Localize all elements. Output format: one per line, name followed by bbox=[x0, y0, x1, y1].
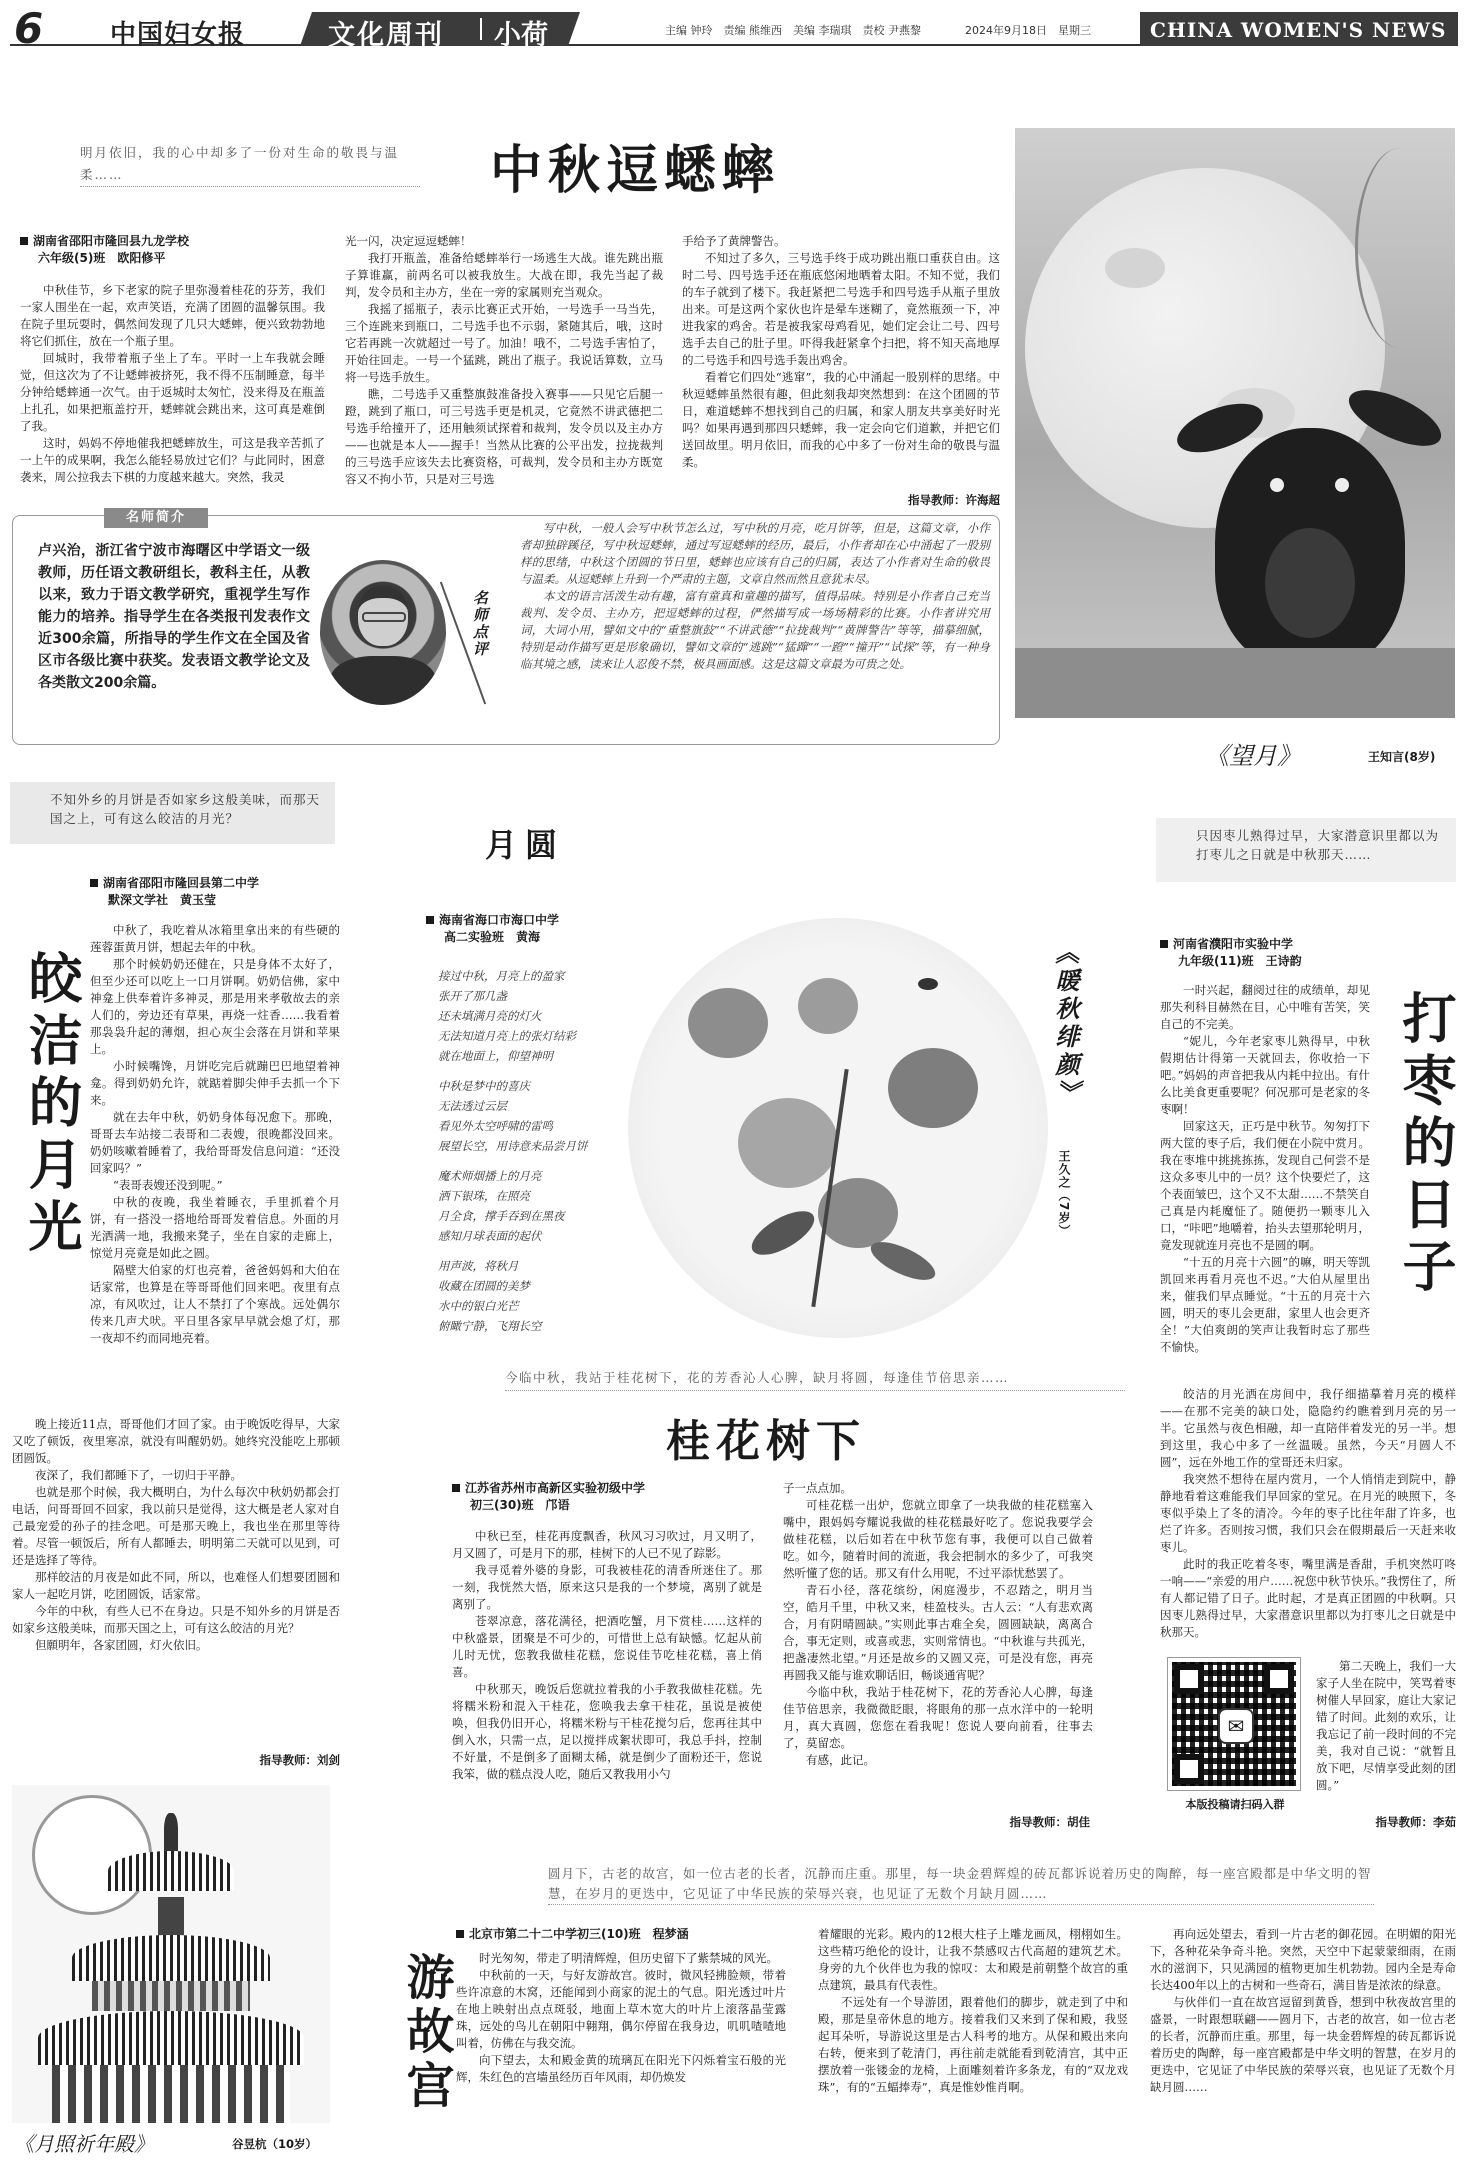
poem-line: 水中的银白光芒 bbox=[438, 1299, 519, 1313]
paragraph: 此时的我正吃着冬枣，嘴里满是香甜，手机突然叮咚一响——“亲爱的用户……祝您中秋节快乐。”我愣住了，所有人都记错了日子。此时起，才是真正团圆的中秋啊。只因枣儿熟得过早，大家潜意识里都以为打枣儿之日就是中秋那天。 bbox=[1160, 1557, 1456, 1639]
poem-line: 魔术师烟播上的月亮 bbox=[438, 1169, 542, 1183]
flower-petal bbox=[688, 988, 768, 1058]
article1-col3 bbox=[682, 233, 1000, 471]
poem-line: 无法透过云层 bbox=[438, 1099, 507, 1113]
paragraph: 也就是那个时候，我大概明白，为什么每次中秋奶奶都会打电话，问哥哥回不回家，我以前只是觉得，这大概是老人家对自己最宠爱的孙子的挂念吧。可是那天晚上，我也坐在那里等待着。尽管一顿饭后，所有人都睡去，明明第二天就可以见到，可还是选择了等待。 bbox=[12, 1485, 340, 1567]
paragraph: “十五的月亮十六圆”的嘛，明天等凯凯回来再看月亮也不迟。”大伯从屋里出来，催我们早点睡觉。“十五的月亮十六圆，明天的枣儿会更甜，家里人也会更齐全！”大伯爽朗的笑声让我暂时忘了那些不愉快。 bbox=[1160, 1255, 1370, 1354]
bullet-square bbox=[426, 916, 434, 924]
article2-advisor: 指导教师：刘剑 bbox=[259, 1753, 340, 1767]
poem-line: 洒下银珠，在照亮 bbox=[438, 1189, 530, 1203]
poem-line: 展望长空，用诗意来品尝月饼 bbox=[438, 1139, 588, 1153]
article2-body-wide bbox=[12, 1416, 340, 1654]
poem-stanza bbox=[438, 1076, 638, 1156]
article1-byline bbox=[20, 233, 320, 267]
poem-line: 俯瞰宁静，飞翔长空 bbox=[438, 1319, 542, 1333]
poem-line: 就在地面上，仰望神明 bbox=[438, 1049, 553, 1063]
poem-line: 中秋是梦中的喜庆 bbox=[438, 1079, 530, 1093]
paragraph: 但願明年，各家团圆，灯火依旧。 bbox=[35, 1638, 208, 1652]
moon-crater bbox=[1105, 248, 1165, 288]
paragraph: “表哥表嫂还没到呢。” bbox=[113, 1178, 223, 1192]
article5-title: 游故宫 bbox=[398, 1952, 454, 2114]
rabbit-belly bbox=[1265, 528, 1355, 638]
article2-title: 皎洁的月光 bbox=[20, 950, 84, 1260]
poem-line: 还未填满月亮的灯火 bbox=[438, 1009, 542, 1023]
article4-school: 江苏省苏州市高新区实验初级中学 bbox=[465, 1481, 646, 1495]
poem-author: 高二实验班 黄海 bbox=[444, 930, 541, 944]
paragraph: 不知过了多久，三号选手终于成功跳出瓶口重获自由。这时二号、四号选手还在瓶底悠闲地晒着太阳。不知不觉，我们的车子就到了楼下。我赶紧把二号选手和四号选手从瓶子里放出来。可是这两个家伙也许是晕车迷糊了，竟然瓶颈一下，冲进我家的鸡舍。若是被我家母鸡看见，她们定会让二号、四号选手去自己的肚子里。吓得我赶紧拿个扫把，将不知天高地厚的二号选手和四号选手轰出鸡舍。 bbox=[682, 251, 1000, 367]
paragraph: 今临中秋，我站于桂花树下，花的芳香沁人心脾，每逢佳节倍思亲，我微微眨眼，将眼角的那一点水洋中的一轮明月，真大真圆，您您在看我呢！您说人要向前看，往事去了，莫留恋。 bbox=[783, 1685, 1093, 1750]
bullet-square bbox=[452, 1484, 460, 1492]
flower-petal bbox=[798, 978, 858, 1034]
article1-title: 中秋逗蟋蟀 bbox=[490, 140, 781, 201]
article2-author: 默深文学社 黄玉莹 bbox=[108, 893, 217, 907]
paragraph: 有感，此记。 bbox=[806, 1753, 875, 1767]
staff-credits: 主编 钟玲 责编 熊维西 美编 李瑞琪 责校 尹燕黎 bbox=[665, 24, 921, 37]
paragraph: 青石小径，落花缤纷，闲庭漫步，不忍踏之，明月当空，皓月千里，中秋又来，桂盈枝头。古人云：“人有悲欢离合，月有阴晴圆缺。”实则此事古难全矣，圆圆缺缺，离离合合，事无定则，或喜或悲，实则常情也。“中秋谁与共孤光，把盏凄然北望。”月还是故乡的又圆又亮，可是没有您，再亮再圆我又能与谁欢聊话旧，畅谈通宵呢？ bbox=[783, 1583, 1093, 1682]
article5-school: 北京市第二十二中学初三(10)班 程梦涵 bbox=[469, 1927, 689, 1941]
teacher-photo bbox=[320, 560, 446, 705]
paragraph: 再向远处望去，看到一片古老的御花园。在明媚的阳光下，各种花朵争奇斗艳。突然，天空中下起蒙蒙细雨，在雨水的滋润下，只见满园的植物更加生机勃勃。园内全是寿命长达400年以上的古树和一些奇石，满目皆是浓浓的绿意。 bbox=[1150, 1927, 1456, 1992]
flower-petal bbox=[738, 1098, 838, 1188]
qr-caption: 本版投稿请扫码入群 bbox=[1185, 1798, 1285, 1811]
article4-intro: 今临中秋，我站于桂花树下，花的芳香沁人心脾，缺月将圆，每逢佳节倍思亲…… bbox=[505, 1368, 1125, 1391]
article5-intro: 圆月下，古老的故宫，如一位古老的长者，沉静而庄重。那里，每一块金碧辉煌的砖瓦都诉说着历史的陶醉，每一座宫殿都是中华文明的智慧，在岁月的更迭中，它见证了中华民族的荣辱兴衰，也见证了无数个月缺月圆…… bbox=[548, 1864, 1374, 1905]
article3-body-end bbox=[1316, 1658, 1456, 1794]
article3-advisor: 指导教师：李茹 bbox=[1375, 1815, 1456, 1829]
bullet-square bbox=[90, 879, 98, 887]
butterfly bbox=[918, 978, 938, 990]
paragraph: 中秋的夜晚，我坐着睡衣，手里抓着个月饼，有一搭没一搭地给哥哥发着信息。外面的月光洒满一地，我搬来凳子，坐在自家的走廊上，惊觉月亮竟是如此之圆。 bbox=[90, 1195, 340, 1260]
poem-line: 看见外太空呼啸的雷鸣 bbox=[438, 1119, 553, 1133]
paragraph: 中秋那天，晚饭后您就拉着我的小手教我做桂花糕。先将糯米粉和混入干桂花，您唤我去拿干桂花，虽说是被使唤，但我仍旧开心，将糯米粉与干桂花搅匀后，您再往其中倒入水，只需一点，足以搅拌成絮状即可，我总手抖，控制不好量，不是倒多了面糊太稀，就是倒少了面粉还干，您说我笨，做的糕点没人吃，随后又教我用小勺 bbox=[452, 1682, 762, 1781]
poem-line: 用声波，将秋月 bbox=[438, 1259, 519, 1273]
paragraph: 这时，妈妈不停地催我把蟋蟀放生，可这是我辛苦抓了一上午的成果啊，我怎么能轻易放过它们？与此同时，困意袭来，周公拉我去下棋的力度越来越大。突然，我灵 bbox=[20, 436, 325, 484]
flower-leaf bbox=[866, 1234, 940, 1287]
artwork-moon bbox=[1015, 128, 1455, 718]
qr-finder bbox=[1174, 1754, 1204, 1784]
article4-author: 初三(30)班 邝语 bbox=[470, 1498, 570, 1512]
article1-col2 bbox=[345, 233, 663, 488]
paragraph: 就在去年中秋，奶奶身体每况愈下。那晚，哥哥去车站接二表哥和二表嫂，很晚都没回来。奶奶咳嗽着睡着了，我给哥哥发信息问道：“还没回家吗？” bbox=[90, 1110, 340, 1175]
paragraph: 那样皎洁的月夜是如此不同，所以，也难怪人们想要团圆和家人一起吃月饼，吃团圆饭，话家常。 bbox=[12, 1570, 340, 1601]
paragraph: 回城时，我带着瓶子坐上了车。平时一上车我就会睡觉，但这次为了不让蟋蟀被挤死，我不得不压制睡意，每半分钟给蟋蟀通一次气。由于返城时太匆忙，没来得及在瓶盖上扎孔，如果把瓶盖拧开，蟋蟀就会跳出来，这可真是难倒了我。 bbox=[20, 351, 325, 433]
paragraph: 中秋佳节，乡下老家的院子里弥漫着桂花的芬芳，我们一家人围坐在一起，欢声笑语，充满了团圆的温馨氛围。我在院子里玩耍时，偶然间发现了几只大蟋蟀，便兴致勃勃地将它们抓住，放在一个瓶子里。 bbox=[20, 283, 325, 348]
bullet-square bbox=[20, 237, 28, 245]
flower-petal bbox=[888, 1048, 978, 1128]
masthead bbox=[10, 4, 1458, 53]
article1-col1 bbox=[20, 282, 325, 486]
artwork-flowers-title: 《暖秋绯颜》 bbox=[1051, 940, 1080, 1108]
article4-col1 bbox=[452, 1528, 762, 1783]
paper-name: 中国妇女报 bbox=[110, 20, 246, 50]
poem-stanza bbox=[438, 1256, 638, 1336]
paragraph: 中秋已至，桂花再度飘香，秋风习习吹过，月又明了，月又圆了，可是月下的那，桂树下的人已不见了踪影。 bbox=[452, 1529, 762, 1560]
paragraph: 着耀眼的光彩。殿内的12根大柱子上雕龙画凤，栩栩如生。这些精巧绝伦的设计，让我不禁感叹古代高超的建筑艺术。身旁的九个伙伴也为我的惊叹：太和殿是前朝整个故宫的重点建筑，最具有代表性。 bbox=[818, 1927, 1128, 1992]
article3-school: 河南省濮阳市实验中学 bbox=[1173, 937, 1294, 951]
paragraph: 光一闪，决定逗逗蟋蟀！ bbox=[345, 234, 472, 248]
column-title: 小荷 bbox=[494, 20, 548, 51]
issue-date: 2024年9月18日 星期三 bbox=[965, 24, 1091, 37]
paragraph: 小时候嘴馋，月饼吃完后就蹦巴巴地望着神龛。得到奶奶允许，就踮着脚尖伸手去抓一个下来。 bbox=[90, 1059, 340, 1107]
bullet-square bbox=[456, 1930, 464, 1938]
qr-finder bbox=[1264, 1664, 1294, 1694]
article3-byline bbox=[1160, 936, 1450, 970]
article2-byline bbox=[90, 875, 340, 909]
article3-intro: 只因枣儿熟得过早，大家潜意识里都以为打枣儿之日就是中秋那天…… bbox=[1156, 818, 1456, 882]
temple-roof-top bbox=[108, 1851, 234, 1891]
qr-finder bbox=[1174, 1664, 1204, 1694]
artwork-flowers-author: 王久之（7岁） bbox=[1057, 1150, 1071, 1238]
article1-school: 湖南省邵阳市隆回县九龙学校 bbox=[33, 234, 190, 248]
poem-line: 收藏在团圆的美梦 bbox=[438, 1279, 530, 1293]
article4-col2 bbox=[783, 1480, 1093, 1769]
paragraph: 中秋了，我吃着从冰箱里拿出来的有些硬的莲蓉蛋黄月饼，想起去年的中秋。 bbox=[90, 923, 340, 954]
paragraph: 向下望去，太和殿金黄的琉璃瓦在阳光下闪烁着宝石般的光辉，朱红色的宫墙虽经历百年风雨，却仍焕发 bbox=[456, 2053, 786, 2084]
poem-line: 月全食，撑手吞到在黑夜 bbox=[438, 1209, 565, 1223]
artwork-temple bbox=[12, 1785, 330, 2123]
review-paragraph: 本文的语言活泼生动有趣，富有童真和童趣的描写，值得品味。特别是小作者自己充当裁判、发令员、主办方，把逗蟋蟀的过程，俨然描写成一场场精彩的比赛。小作者讲究用词，大词小用，譬如文中的“重整旗鼓”“不讲武德”“拉拢裁判”“黄牌警告”等等，描摹细腻，特别是动作描写更是形象确切，譬如文章的“逃跳”“猛蹿”“一蹬”“撞开”“试探”等，有一种身临其境之感，读来让人忍俊不禁，极具画面感。这是这篇文章最为可贵之处。 bbox=[520, 589, 990, 671]
article5-col1 bbox=[456, 1950, 786, 2086]
article3-title: 打枣的日子 bbox=[1394, 990, 1458, 1300]
article1-intro: 明月依旧，我的心中却多了一份对生命的敬畏与温柔…… bbox=[80, 142, 420, 187]
rabbit-eye bbox=[1270, 478, 1284, 492]
qr-code[interactable] bbox=[1168, 1658, 1300, 1790]
paragraph: 皎洁的月光洒在房间中，我仔细描摹着月亮的模样——在那不完美的缺口处，隐隐约约瞧着到月亮的另一半。它虽然与夜色相融，却一直陪伴着发光的另一半。想到这里，我心中多了一丝温暖。虽然，今天“月圆人不圆”，远在外地工作的堂哥还未归家。 bbox=[1160, 1387, 1456, 1469]
article3-body-narrow bbox=[1160, 982, 1370, 1356]
paragraph: 一时兴起，翻阅过往的成绩单，却见那失利科目赫然在目，心中唯有苦笑，笑自己的不完美。 bbox=[1160, 983, 1370, 1031]
paragraph: 今年的中秋，有些人已不在身边。只是不知外乡的月饼是否如家乡这般美味，而那天国之上，可有这么皎洁的月光？ bbox=[12, 1604, 340, 1635]
paragraph: 回家这天，正巧是中秋节。匆匆打下两大筐的枣子后，我们便在小院中赏月。我在枣堆中挑挑拣拣，发现自己何尝不是这众多枣儿中的一员？这个快要烂了，这个表面皱巴，这个又不太甜……不禁笑自己真是内耗魔怔了。随便扔一颗枣儿入口，“咔吧”地嚼着，抬头去望那轮明月，竟发现就连月亮也不是圆的啊。 bbox=[1160, 1119, 1370, 1252]
review-label: 名师点评 bbox=[471, 590, 489, 658]
poem-line: 接过中秋，月亮上的盈家 bbox=[438, 969, 565, 983]
paragraph: 我突然不想待在屋内赏月，一个人悄悄走到院中，静静地看着这难能我们早回家的堂兄。在月光的映照下，冬枣似乎染上了冬的清冷。今年的枣子比往年甜了许多，也烂了许多。否则按习惯，我们只会在假期最后一天赶来收枣儿。 bbox=[1160, 1472, 1456, 1554]
article4-title: 桂花树下 bbox=[666, 1416, 866, 1467]
temple-spire bbox=[164, 1813, 178, 1853]
poem-byline bbox=[426, 912, 686, 946]
article2-body bbox=[90, 922, 340, 1347]
poem-line: 无法知道月亮上的张灯结彩 bbox=[438, 1029, 576, 1043]
artwork-temple-title: 《月照祈年殿》 bbox=[14, 2132, 154, 2156]
section-divider bbox=[480, 18, 482, 40]
artwork-flowers bbox=[628, 918, 1048, 1338]
review-text bbox=[520, 520, 990, 673]
temple-plaque bbox=[158, 1897, 184, 1937]
review-paragraph: 写中秋，一般人会写中秋节怎么过，写中秋的月亮，吃月饼等，但是，这篇文章，小作者却独辟蹊径，写中秋逗蟋蟀，通过写逗蟋蟀的经历，最后，小作者却在心中涌起了一股别样的思绪，中秋这个团圆的节日里，蟋蟀也应该有自己的归属，表达了小作者对生命的敬畏与温柔。从逗蟋蟀上升到一个严肃的主题，文章自然而然且意犹未尽。 bbox=[520, 521, 990, 586]
paragraph: 可桂花糕一出炉，您就立即拿了一块我做的桂花糕塞入嘴中，跟妈妈夸耀说我做的桂花糕最好吃了。您说我要学会做桂花糕，以后如若在中秋节您有事，我便可以自己做着吃。如今，随着时间的流逝，我会把制水的多少了，可我突然听懂了您的话。那又有什么用呢，不过平添忧愁罢了。 bbox=[783, 1498, 1093, 1580]
poem-body bbox=[438, 966, 638, 1336]
article4-byline bbox=[452, 1480, 732, 1514]
article5-byline bbox=[456, 1926, 836, 1943]
artwork-moon-title: 《望月》 bbox=[1205, 742, 1301, 770]
paragraph: 晚上接近11点，哥哥他们才回了家。由于晚饭吃得早，大家又吃了顿饭，夜里寒凉，就没有叫醒奶奶。她终究没能吃上那顿团圆饭。 bbox=[12, 1417, 340, 1465]
paragraph: 子一点点加。 bbox=[783, 1481, 852, 1495]
paragraph: 苍翠凉意，落花满径，把酒吃蟹，月下赏桂……这样的中秋盛景，团聚是不可少的，可惜世上总有缺憾。忆起从前儿时无忧，您教我做桂花糕，您说佳节吃桂花糕，喜上俏喜。 bbox=[452, 1614, 762, 1679]
flower-leaf bbox=[745, 1203, 821, 1264]
paragraph: 瞧，二号选手又重整旗鼓准备投入赛事——只见它后腿一蹬，跳到了瓶口，可三号选手更是机灵，它竟然不讲武德把二号选手给撞开了，还用触须试探着和裁判，发令员以及主办方——也就是本人——握手！当然从比赛的公平出发，拉拢裁判的三号选手应该失去比赛资格，可裁判，发令员和主办方既宽容又不拘小节，只是对三号选 bbox=[345, 387, 663, 486]
article4-advisor: 指导教师：胡佳 bbox=[1009, 1815, 1090, 1829]
english-paper-name: CHINA WOMEN'S NEWS bbox=[1150, 18, 1447, 42]
article2-intro: 不知外乡的月饼是否如家乡这般美味，而那天国之上，可有这么皎洁的月光？ bbox=[10, 782, 335, 844]
teacher-photo-glasses bbox=[362, 612, 406, 622]
temple-base bbox=[52, 2065, 290, 2123]
article3-author: 九年级(11)班 王诗韵 bbox=[1178, 954, 1302, 968]
paragraph: “妮儿，今年老家枣儿熟得早，中秋假期估计得第一天就回去，你收拾一下吧。”妈妈的声音把我从内耗中拉出。有什么比美食更重要呢？何况那可是老家的冬枣啊！ bbox=[1160, 1034, 1370, 1116]
paragraph: 我摇了摇瓶子，表示比赛正式开始，一号选手一马当先，三个连跳来到瓶口，二号选手也不示弱，紧随其后，哦，这时它若再跳一次就超过一号了。加油！哦不，二号选手害怕了，开始往回走。一号一个猛跳，跳出了瓶子。我说话算数，立马将一号选手放生。 bbox=[345, 302, 663, 384]
teacher-bio: 卢兴治，浙江省宁波市海曙区中学语文一级教师，历任语文教研组长，教科主任，从教以来，致力于语文教学研究，重视学生写作能力的培养。指导学生在各类报刊发表作文近300余篇，所指导的学生作文在全国及省区市各级比赛中获奖。发表语文教学论文及各类散文200余篇。 bbox=[38, 543, 310, 691]
paragraph: 我打开瓶盖，准备给蟋蟀举行一场逃生大战。谁先跳出瓶子算谁赢，前两名可以被我放生。大战在即，我先当起了裁判，发令员和主办方，坐在一旁的家属则充当观众。 bbox=[345, 251, 663, 299]
paragraph: 我寻觅着外婆的身影，可我被桂花的清香所迷住了。那一刻，我恍然大悟，原来这只是我的一个梦境，离别了就是离别了。 bbox=[452, 1563, 762, 1611]
poem-line: 张开了那几盏 bbox=[438, 989, 507, 1003]
artwork-moon-author: 王知言(8岁) bbox=[1368, 750, 1436, 764]
temple-roof-mid bbox=[72, 1935, 270, 1981]
paragraph: 第二天晚上，我们一大家子人坐在院中，笑骂着枣树催人早回家，庭让大家记错了时间。此刻的欢乐，让我忘记了前一段时间的不完美，我对自己说：“就暂且放下吧，尽情享受此刻的团圆。” bbox=[1316, 1659, 1456, 1792]
poem-stanza bbox=[438, 966, 638, 1066]
article1-advisor: 指导教师：许海超 bbox=[908, 493, 1000, 507]
paragraph: 不远处有一个导游团，跟着他们的脚步，就走到了中和殿，那是皇帝休息的地方。接着我们又来到了保和殿，我竖起耳朵听，导游说这里是古人科考的地方。从保和殿出来向右转，便来到了乾清门，再往前走就能看到乾清宫，其中正摆放着一张镂金的龙椅，上面雕刻着许多条龙，有的“双龙戏珠”，有的“五蝠捧寿”，真是惟妙惟肖啊。 bbox=[818, 1995, 1128, 2094]
article5-col2 bbox=[818, 1926, 1128, 2096]
paragraph: 隔壁大伯家的灯也亮着，爸爸妈妈和大伯在话家常，也算是在等哥哥他们回来吧。夜里有点凉，有风吹过，让人不禁打了个寒战。远处偶尔传来几声犬吠。平日里各家早早就会熄了灯，那一夜却不约而同地亮着。 bbox=[90, 1263, 340, 1345]
artwork-temple-author: 谷昱杭（10岁） bbox=[232, 2137, 318, 2151]
paragraph: 夜深了，我们都睡下了，一切归于平静。 bbox=[35, 1468, 242, 1482]
teacher-heading: 名师简介 bbox=[104, 508, 208, 528]
article5-col3 bbox=[1150, 1926, 1456, 2096]
paragraph: 看着它们四处“逃窜”，我的心中涌起一股别样的思绪。中秋逗蟋蟀虽然很有趣，但此刻我却突然想到：在这个团圆的节日，难道蟋蟀不想找到自己的归属，和家人朋友共享美好时光吗？如果再遇到那四只蟋蟀，我一定会向它们道歉，并把它们送回故里。明月依旧，而我的心中多了一份对生命的敬畏与温柔。 bbox=[682, 370, 1000, 469]
poem-school: 海南省海口市海口中学 bbox=[439, 913, 560, 927]
article1-author: 六年级(5)班 欧阳修平 bbox=[38, 251, 166, 265]
section-title: 文化周刊 bbox=[328, 20, 444, 51]
ground-strip bbox=[1015, 648, 1455, 718]
vine-decoration bbox=[1355, 148, 1445, 348]
page-number: 6 bbox=[14, 4, 44, 53]
paragraph: 与伙伴们一直在故宫逗留到黄昏，想到中秋夜故宫里的盛景，一时跟想联翩——圆月下，古老的故宫，如一位古老的长者，沉静而庄重。那里，每一块金碧辉煌的砖瓦都诉说着历史的陶醉，每一座宫殿都是中华文明的智慧，在岁月的更迭中，它见证了中华民族的荣辱兴衰，也见证了无数个月缺月圆…… bbox=[1150, 1995, 1456, 2094]
temple-wall bbox=[92, 1981, 250, 2011]
paragraph: 中秋前的一天，与好友游故宫。彼时，微风轻拂脸颊，带着些许凉意的木窝，还能闻到小商家的泥土的气息。阳光透过叶片在地上映射出点点斑驳，地面上草木宽大的叶片上滚落晶莹露珠，远处的鸟儿在朝阳中翱翔，偶尔停留在我身边，叽叽喳喳地叫着，仿佛在与我交流。 bbox=[456, 1968, 786, 2050]
poem-line: 感知月球表面的起伏 bbox=[438, 1229, 542, 1243]
wechat-icon: ✉ bbox=[1218, 1708, 1254, 1744]
rabbit-eye bbox=[1335, 478, 1349, 492]
paragraph: 时光匆匆，带走了明清辉煌，但历史留下了紫禁城的风光。 bbox=[479, 1951, 778, 1965]
paragraph: 手给予了黄牌警告。 bbox=[682, 234, 786, 248]
article2-school: 湖南省邵阳市隆回县第二中学 bbox=[103, 876, 260, 890]
temple-roof-bottom bbox=[38, 2011, 304, 2065]
paragraph: 那个时候奶奶还健在，只是身体不太好了，但至少还可以吃上一口月饼啊。奶奶信佛，家中神龛上供奉着许多神灵，那是用来孝敬故去的亲人们的，旁边还有草果，再烧一炷香……我看着那袅袅升起的薄烟，担心灰尘会落在月饼和苹果上。 bbox=[90, 957, 340, 1056]
teacher-photo-body bbox=[330, 656, 436, 705]
article3-body-wide bbox=[1160, 1386, 1456, 1641]
bullet-square bbox=[1160, 940, 1168, 948]
poem-stanza bbox=[438, 1166, 638, 1246]
poem-title: 月圆 bbox=[485, 826, 566, 864]
